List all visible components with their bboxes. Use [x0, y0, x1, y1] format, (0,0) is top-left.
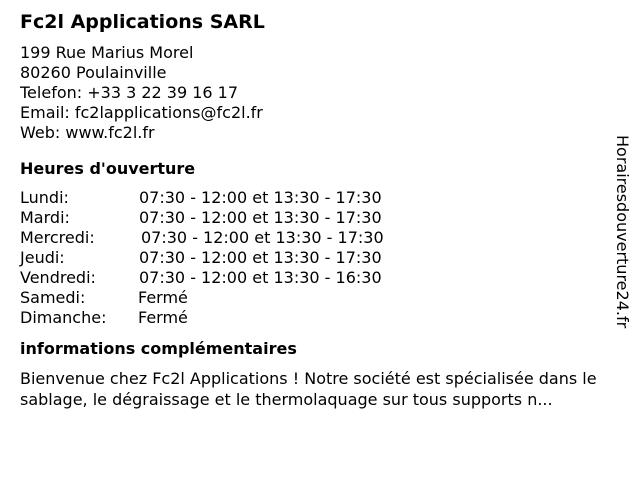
time-value: Fermé — [138, 288, 188, 307]
web-line: Web: www.fc2l.fr — [20, 123, 155, 142]
opening-hours-list — [20, 188, 605, 328]
additional-info-text: Bienvenue chez Fc2l Applications ! Notre société est spécialisée dans le sablage, le dégraissage et le thermolaquage sur tous supports n... — [20, 369, 597, 409]
day-label: Jeudi: — [20, 248, 65, 267]
time-value: Fermé — [138, 308, 188, 327]
street-address: 199 Rue Marius Morel — [20, 43, 194, 62]
time-value: 07:30 - 12:00 et 13:30 - 17:30 — [139, 208, 382, 227]
hours-row-saturday — [20, 288, 605, 308]
time-value: 07:30 - 12:00 et 13:30 - 17:30 — [139, 188, 382, 207]
hours-row-tuesday — [20, 208, 605, 228]
site-watermark: Horairesdouverture24.fr — [613, 135, 632, 329]
hours-row-thursday — [20, 248, 605, 268]
hours-row-sunday — [20, 308, 605, 328]
hours-row-friday — [20, 268, 605, 288]
day-label: Mercredi: — [20, 228, 95, 247]
city-address: 80260 Poulainville — [20, 63, 167, 82]
company-name: Fc2l Applications SARL — [20, 11, 265, 33]
day-label: Mardi: — [20, 208, 70, 227]
day-label: Samedi: — [20, 288, 86, 307]
day-label: Vendredi: — [20, 268, 96, 287]
time-value: 07:30 - 12:00 et 13:30 - 17:30 — [141, 228, 384, 247]
opening-hours-title: Heures d'ouverture — [20, 159, 196, 178]
time-value: 07:30 - 12:00 et 13:30 - 17:30 — [139, 248, 382, 267]
business-card — [20, 10, 605, 410]
hours-row-monday — [20, 188, 605, 208]
day-label: Lundi: — [20, 188, 69, 207]
hours-row-wednesday — [20, 228, 605, 248]
additional-info-title: informations complémentaires — [20, 339, 297, 358]
phone-line: Telefon: +33 3 22 39 16 17 — [20, 83, 239, 102]
day-label: Dimanche: — [20, 308, 107, 327]
time-value: 07:30 - 12:00 et 13:30 - 16:30 — [139, 268, 382, 287]
email-line: Email: fc2lapplications@fc2l.fr — [20, 103, 263, 122]
